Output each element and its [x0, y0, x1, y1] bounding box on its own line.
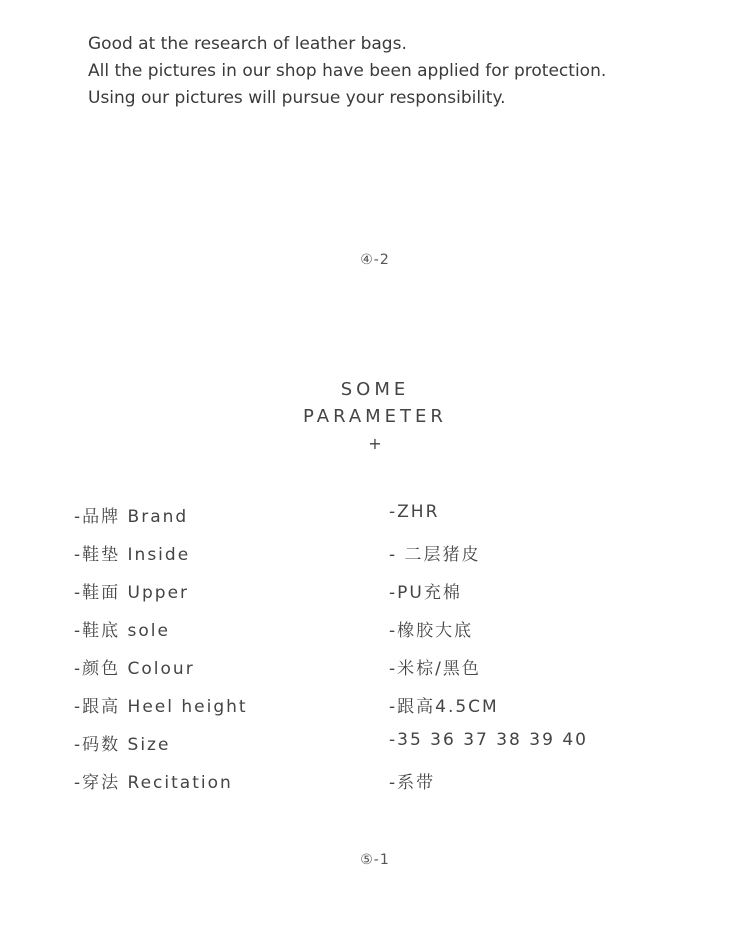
parameter-value: -跟高4.5CM: [389, 697, 499, 717]
parameter-label: -跟高 Heel height: [74, 697, 248, 717]
parameter-label: -鞋垫 Inside: [74, 545, 191, 565]
heading-line-2: PARAMETER: [303, 406, 447, 427]
parameter-row: [74, 730, 694, 768]
parameter-row: [74, 578, 694, 616]
parameter-row: [74, 502, 694, 540]
section-marker: ④-2: [360, 252, 390, 268]
parameter-label: -码数 Size: [74, 735, 171, 755]
parameter-row: [74, 654, 694, 692]
parameter-value: -ZHR: [389, 502, 440, 522]
parameter-value: -系带: [389, 773, 436, 793]
section-marker: ⑤-1: [360, 852, 390, 868]
intro-line: All the pictures in our shop have been applied for protection.: [88, 61, 607, 81]
intro-text: [88, 31, 606, 112]
section-heading: [0, 376, 750, 457]
intro-line: Good at the research of leather bags.: [88, 34, 407, 54]
parameter-row: [74, 692, 694, 730]
intro-line: Using our pictures will pursue your responsibility.: [88, 88, 506, 108]
parameter-row: [74, 540, 694, 578]
parameter-row: [74, 616, 694, 654]
parameter-value: -35 36 37 38 39 40: [389, 730, 588, 750]
parameter-label: -穿法 Recitation: [74, 773, 233, 793]
parameter-row: [74, 768, 694, 806]
parameter-label: -颜色 Colour: [74, 659, 195, 679]
parameter-value: - 二层猪皮: [389, 545, 481, 565]
parameter-label: -品牌 Brand: [74, 507, 189, 527]
parameter-table: [74, 502, 694, 806]
parameter-value: -米棕/黑色: [389, 659, 481, 679]
heading-line-1: SOME: [340, 379, 410, 400]
parameter-value: -PU充棉: [389, 583, 462, 603]
parameter-value: -橡胶大底: [389, 621, 474, 641]
parameter-label: -鞋底 sole: [74, 621, 170, 641]
plus-icon: +: [368, 434, 382, 453]
parameter-label: -鞋面 Upper: [74, 583, 190, 603]
